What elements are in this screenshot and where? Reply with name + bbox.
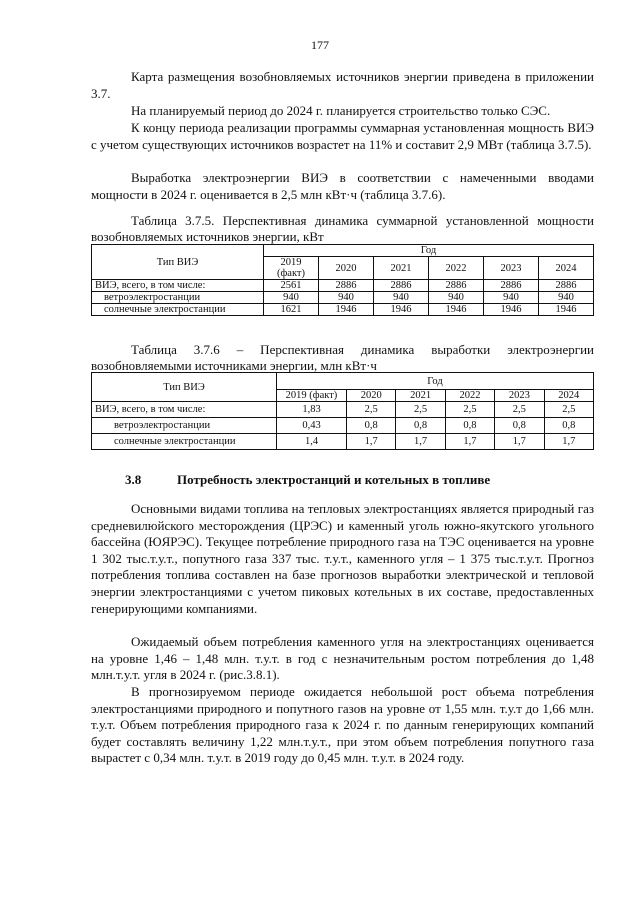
table-cell: 1,7 <box>445 434 494 450</box>
paragraph-planned-construction: На планируемый период до 2024 г. планируется строительство только СЭС. <box>131 103 551 118</box>
table-row <box>92 402 594 418</box>
table-cell: 1621 <box>264 304 319 316</box>
table-year-cell: 2019 (факт) <box>277 390 347 402</box>
row-label: ВИЭ, всего, в том числе: <box>92 280 264 292</box>
row-label: ветроэлектростанции <box>92 418 277 434</box>
section-title: Потребность электростанций и котельных в топливе <box>177 472 491 487</box>
table-cell: 1,7 <box>544 434 593 450</box>
row-label: солнечные электростанции <box>92 304 264 316</box>
table-cell: 940 <box>319 292 374 304</box>
row-label: ВИЭ, всего, в том числе: <box>92 402 277 418</box>
table-cell: 0,8 <box>544 418 593 434</box>
table-year-cell: 2021 <box>374 257 429 280</box>
paragraph-gas-consumption: В прогнозируемом периоде ожидается небольшой рост объема потребления электростанциями природного и попутного газов на уровне от 1,55 млн. т.у.т до 1,66 млн. т.у.т. Объем потребления природного газа к 2024 г. по данным генерирующих компаний будет составлять величину 1,22 млн.т.у.т., при этом объем потребления попутного газа вырастет с 0,34 млн. т.у.т. в 2019 году до 0,45 млн. т.у.т. в 2024 году. <box>91 684 594 766</box>
table-cell: 1,7 <box>347 434 396 450</box>
table-year-cell: 2023 <box>484 257 539 280</box>
table-cell: 940 <box>484 292 539 304</box>
table-cell: 0,8 <box>396 418 445 434</box>
table-cell: 940 <box>374 292 429 304</box>
table-cell: 0,43 <box>277 418 347 434</box>
table-row <box>92 434 594 450</box>
row-label: солнечные электростанции <box>92 434 277 450</box>
table-3-7-6 <box>91 372 594 450</box>
table-cell: 1,7 <box>495 434 544 450</box>
table-cell: 0,8 <box>347 418 396 434</box>
table-cell: 1946 <box>539 304 594 316</box>
table-cell: 1,7 <box>396 434 445 450</box>
table-cell: 2,5 <box>347 402 396 418</box>
paragraph-installed-capacity: К концу периода реализации программы суммарная установленная мощность ВИЭ с учетом существующих источников возрастет на 11% и составит 2,9 МВт (таблица 3.7.5). <box>91 120 594 152</box>
paragraph-fuel-types: Основными видами топлива на тепловых электростанциях является природный газ средневилюйского месторождения (ЦРЭС) и каменный уголь южно-якутского угольного бассейна (ЮЯРЭС). Текущее потребление природного газа на ТЭС оценивается на уровне 1 302 тыс.т.у.т., попутного газа 337 тыс. т.у.т., каменного угля – 1 375 тыс.т.у.т. Прогноз потребления топлива составлен на базе прогнозов выработки электрической и тепловой энергии электростанциями с учетом пиковых котельных в их составе, предоставленных генерирующими компаниями. <box>91 501 594 616</box>
table-cell: 1946 <box>429 304 484 316</box>
paragraph-map-reference: Карта размещения возобновляемых источников энергии приведена в приложении 3.7. <box>91 69 594 101</box>
table-cell: 1946 <box>374 304 429 316</box>
table-year-cell: 2019 (факт) <box>264 257 319 280</box>
table-year-cell: 2022 <box>429 257 484 280</box>
table-cell: 2886 <box>429 280 484 292</box>
table-3-7-6-caption: Таблица 3.7.6 – Перспективная динамика выработки электроэнергии возобновляемыми источниками энергии, млн кВт·ч <box>91 342 594 373</box>
table-year-header: Год <box>264 245 594 257</box>
table-cell: 1946 <box>319 304 374 316</box>
row-label: ветроэлектростанции <box>92 292 264 304</box>
table-cell: 2,5 <box>445 402 494 418</box>
table-row <box>92 280 594 292</box>
table-cell: 940 <box>539 292 594 304</box>
table-row <box>92 418 594 434</box>
table-year-cell: 2020 <box>319 257 374 280</box>
table-cell: 1,83 <box>277 402 347 418</box>
section-number: 3.8 <box>125 472 142 487</box>
table-cell: 2,5 <box>396 402 445 418</box>
table-3-7-5-caption: Таблица 3.7.5. Перспективная динамика суммарной установленной мощности возобновляемых источников энергии, кВт <box>91 213 594 244</box>
table-cell: 2886 <box>319 280 374 292</box>
table-3-7-5 <box>91 244 594 316</box>
table-cell: 0,8 <box>495 418 544 434</box>
table-cell: 940 <box>264 292 319 304</box>
table-type-header: Тип ВИЭ <box>92 245 264 280</box>
paragraph-coal-consumption: Ожидаемый объем потребления каменного угля на электростанциях оценивается на уровне 1,46 – 1,48 млн. т.у.т. в год с незначительным ростом потребления до 1,48 млн.т.у.т. угля в 2024 г. (рис.3.8.1). <box>91 634 594 683</box>
table-cell: 1946 <box>484 304 539 316</box>
table-year-cell: 2024 <box>544 390 593 402</box>
table-year-cell: 2024 <box>539 257 594 280</box>
table-year-cell: 2023 <box>495 390 544 402</box>
table-cell: 2886 <box>539 280 594 292</box>
table-cell: 2561 <box>264 280 319 292</box>
page-number: 177 <box>311 38 329 52</box>
table-cell: 2,5 <box>495 402 544 418</box>
table-year-cell: 2021 <box>396 390 445 402</box>
table-year-cell: 2022 <box>445 390 494 402</box>
table-row <box>92 304 594 316</box>
table-cell: 1,4 <box>277 434 347 450</box>
table-cell: 2,5 <box>544 402 593 418</box>
paragraph-generation: Выработка электроэнергии ВИЭ в соответствии с намеченными вводами мощности в 2024 г. оценивается в 2,5 млн кВт·ч (таблица 3.7.6). <box>91 170 594 202</box>
table-cell: 2886 <box>484 280 539 292</box>
table-cell: 2886 <box>374 280 429 292</box>
table-type-header: Тип ВИЭ <box>92 373 277 402</box>
table-cell: 940 <box>429 292 484 304</box>
table-row <box>92 292 594 304</box>
table-year-header: Год <box>277 373 594 390</box>
table-cell: 0,8 <box>445 418 494 434</box>
table-year-cell: 2020 <box>347 390 396 402</box>
